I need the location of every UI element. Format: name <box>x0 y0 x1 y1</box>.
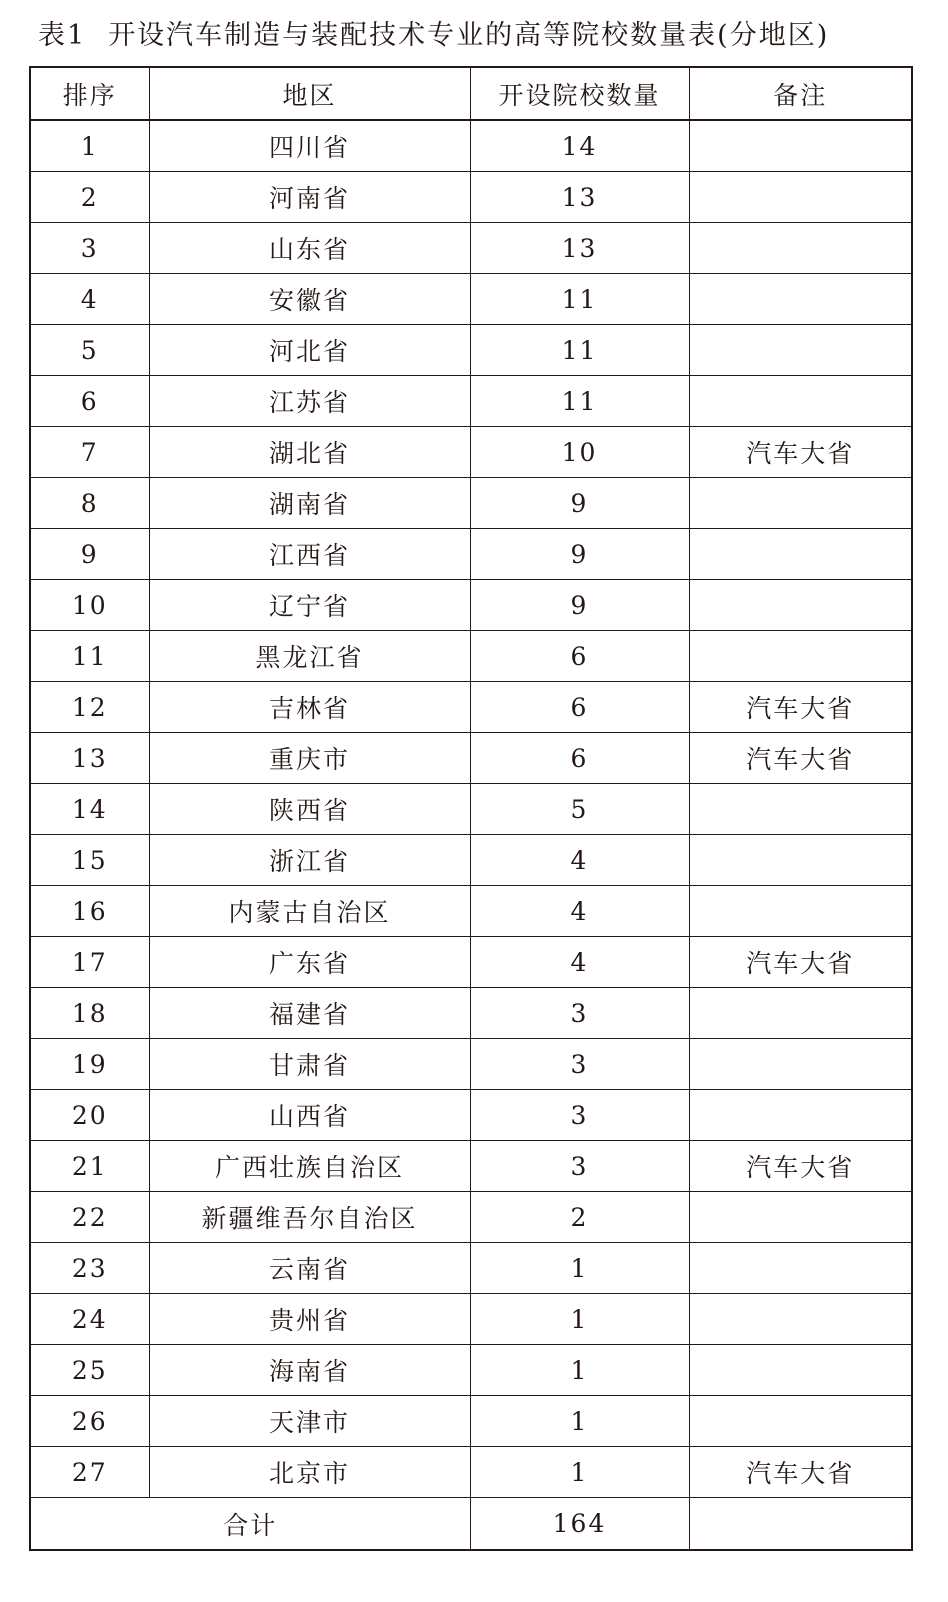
table-body <box>30 120 912 1550</box>
region-cell: 江西省 <box>149 529 470 580</box>
region-cell: 新疆维吾尔自治区 <box>149 1192 470 1243</box>
count-cell: 9 <box>470 478 689 529</box>
total-row <box>30 1498 912 1551</box>
rank-cell: 24 <box>30 1294 149 1345</box>
table-row <box>30 937 912 988</box>
table-row <box>30 835 912 886</box>
note-cell <box>689 274 912 325</box>
count-cell: 6 <box>470 682 689 733</box>
rank-cell: 8 <box>30 478 149 529</box>
table-row <box>30 1090 912 1141</box>
header-note: 备注 <box>689 67 912 120</box>
rank-cell: 17 <box>30 937 149 988</box>
note-cell <box>689 988 912 1039</box>
table-row <box>30 172 912 223</box>
count-cell: 4 <box>470 835 689 886</box>
region-cell: 湖南省 <box>149 478 470 529</box>
note-cell <box>689 631 912 682</box>
region-cell: 河南省 <box>149 172 470 223</box>
rank-cell: 10 <box>30 580 149 631</box>
table-row <box>30 1192 912 1243</box>
table-row <box>30 1141 912 1192</box>
rank-cell: 11 <box>30 631 149 682</box>
region-cell: 山东省 <box>149 223 470 274</box>
table-row <box>30 784 912 835</box>
region-cell: 北京市 <box>149 1447 470 1498</box>
rank-cell: 20 <box>30 1090 149 1141</box>
rank-cell: 18 <box>30 988 149 1039</box>
note-cell <box>689 223 912 274</box>
count-cell: 13 <box>470 223 689 274</box>
table-row <box>30 1345 912 1396</box>
header-region: 地区 <box>149 67 470 120</box>
region-cell: 云南省 <box>149 1243 470 1294</box>
table-row <box>30 1039 912 1090</box>
note-cell: 汽车大省 <box>689 733 912 784</box>
count-cell: 3 <box>470 1039 689 1090</box>
region-cell: 内蒙古自治区 <box>149 886 470 937</box>
region-cell: 陕西省 <box>149 784 470 835</box>
note-cell <box>689 1090 912 1141</box>
note-cell: 汽车大省 <box>689 1447 912 1498</box>
region-cell: 福建省 <box>149 988 470 1039</box>
region-cell: 河北省 <box>149 325 470 376</box>
note-cell <box>689 784 912 835</box>
region-cell: 江苏省 <box>149 376 470 427</box>
region-cell: 四川省 <box>149 120 470 172</box>
rank-cell: 5 <box>30 325 149 376</box>
count-cell: 11 <box>470 325 689 376</box>
note-cell: 汽车大省 <box>689 1141 912 1192</box>
rank-cell: 16 <box>30 886 149 937</box>
note-cell <box>689 172 912 223</box>
region-cell: 甘肃省 <box>149 1039 470 1090</box>
header-rank: 排序 <box>30 67 149 120</box>
rank-cell: 1 <box>30 120 149 172</box>
rank-cell: 9 <box>30 529 149 580</box>
note-cell <box>689 835 912 886</box>
region-cell: 吉林省 <box>149 682 470 733</box>
count-cell: 10 <box>470 427 689 478</box>
region-cell: 山西省 <box>149 1090 470 1141</box>
table-row <box>30 427 912 478</box>
rank-cell: 4 <box>30 274 149 325</box>
table-title: 开设汽车制造与装配技术专业的高等院校数量表(分地区) <box>108 20 830 51</box>
table-number: 表1 <box>38 20 87 51</box>
note-cell <box>689 1243 912 1294</box>
note-cell <box>689 1192 912 1243</box>
region-cell: 重庆市 <box>149 733 470 784</box>
region-cell: 广西壮族自治区 <box>149 1141 470 1192</box>
table-row <box>30 1243 912 1294</box>
rank-cell: 6 <box>30 376 149 427</box>
region-cell: 安徽省 <box>149 274 470 325</box>
note-cell: 汽车大省 <box>689 682 912 733</box>
rank-cell: 27 <box>30 1447 149 1498</box>
rank-cell: 15 <box>30 835 149 886</box>
count-cell: 13 <box>470 172 689 223</box>
table-row <box>30 988 912 1039</box>
header-count: 开设院校数量 <box>470 67 689 120</box>
rank-cell: 19 <box>30 1039 149 1090</box>
region-count-table <box>29 66 913 1551</box>
table-row <box>30 580 912 631</box>
table-row <box>30 682 912 733</box>
region-cell: 广东省 <box>149 937 470 988</box>
count-cell: 11 <box>470 376 689 427</box>
count-cell: 3 <box>470 1141 689 1192</box>
table-row <box>30 631 912 682</box>
note-cell <box>689 478 912 529</box>
rank-cell: 23 <box>30 1243 149 1294</box>
count-cell: 1 <box>470 1243 689 1294</box>
total-count: 164 <box>470 1498 689 1551</box>
table-row <box>30 376 912 427</box>
header-row <box>30 67 912 120</box>
rank-cell: 3 <box>30 223 149 274</box>
count-cell: 6 <box>470 631 689 682</box>
note-cell <box>689 376 912 427</box>
note-cell <box>689 325 912 376</box>
table-row <box>30 1396 912 1447</box>
count-cell: 9 <box>470 580 689 631</box>
count-cell: 1 <box>470 1345 689 1396</box>
note-cell <box>689 580 912 631</box>
region-cell: 浙江省 <box>149 835 470 886</box>
rank-cell: 21 <box>30 1141 149 1192</box>
count-cell: 11 <box>470 274 689 325</box>
count-cell: 3 <box>470 988 689 1039</box>
rank-cell: 13 <box>30 733 149 784</box>
count-cell: 4 <box>470 886 689 937</box>
table-row <box>30 223 912 274</box>
region-cell: 黑龙江省 <box>149 631 470 682</box>
table-row <box>30 1447 912 1498</box>
table-row <box>30 733 912 784</box>
table-row <box>30 325 912 376</box>
note-cell <box>689 1396 912 1447</box>
table-caption <box>38 14 829 58</box>
count-cell: 6 <box>470 733 689 784</box>
region-cell: 贵州省 <box>149 1294 470 1345</box>
count-cell: 3 <box>470 1090 689 1141</box>
rank-cell: 22 <box>30 1192 149 1243</box>
rank-cell: 7 <box>30 427 149 478</box>
table-row <box>30 1294 912 1345</box>
total-note <box>689 1498 912 1551</box>
note-cell <box>689 1345 912 1396</box>
table-row <box>30 529 912 580</box>
count-cell: 4 <box>470 937 689 988</box>
rank-cell: 25 <box>30 1345 149 1396</box>
count-cell: 14 <box>470 120 689 172</box>
total-label: 合计 <box>30 1498 470 1551</box>
rank-cell: 26 <box>30 1396 149 1447</box>
note-cell <box>689 120 912 172</box>
table-row <box>30 120 912 172</box>
table-row <box>30 886 912 937</box>
count-cell: 2 <box>470 1192 689 1243</box>
count-cell: 9 <box>470 529 689 580</box>
region-cell: 辽宁省 <box>149 580 470 631</box>
table-row <box>30 478 912 529</box>
note-cell <box>689 886 912 937</box>
rank-cell: 14 <box>30 784 149 835</box>
table-row <box>30 274 912 325</box>
note-cell: 汽车大省 <box>689 427 912 478</box>
count-cell: 1 <box>470 1396 689 1447</box>
count-cell: 5 <box>470 784 689 835</box>
note-cell: 汽车大省 <box>689 937 912 988</box>
note-cell <box>689 1294 912 1345</box>
count-cell: 1 <box>470 1447 689 1498</box>
note-cell <box>689 529 912 580</box>
region-cell: 海南省 <box>149 1345 470 1396</box>
count-cell: 1 <box>470 1294 689 1345</box>
region-cell: 天津市 <box>149 1396 470 1447</box>
note-cell <box>689 1039 912 1090</box>
region-cell: 湖北省 <box>149 427 470 478</box>
rank-cell: 2 <box>30 172 149 223</box>
rank-cell: 12 <box>30 682 149 733</box>
